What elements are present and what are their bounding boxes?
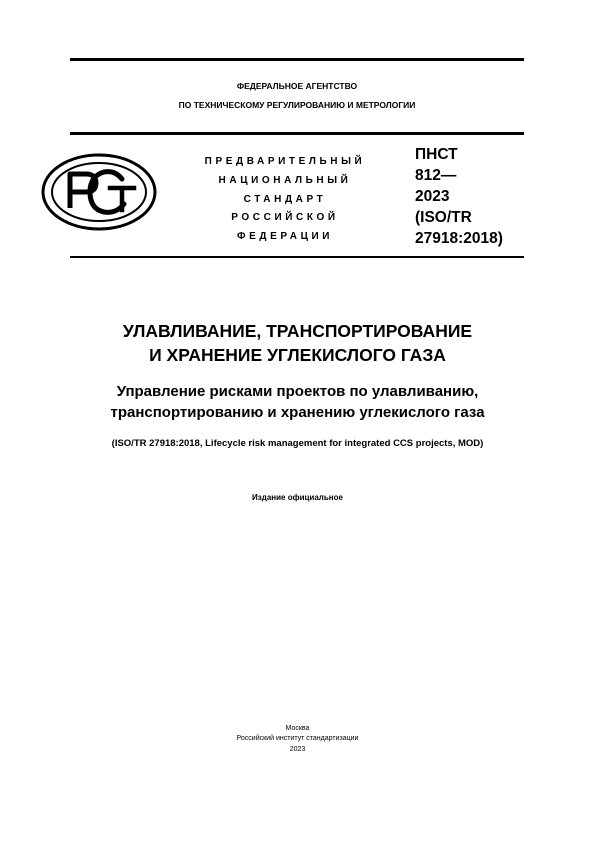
imprint-city: Москва <box>285 725 310 732</box>
designation-line-5: 27918:2018) <box>415 230 503 247</box>
subtitle-line-1: Управление рисками проектов по улавливанию, <box>116 383 479 400</box>
designation-line-4: (ISO/TR <box>415 209 472 226</box>
designation-line-1: ПНСТ <box>415 146 458 163</box>
standard-type-line-3: СТАНДАРТ <box>243 194 327 205</box>
imprint-year: 2023 <box>289 746 306 753</box>
header-divider-rule <box>70 132 524 135</box>
subtitle-line-2: транспортированию и хранению углекислого газа <box>110 404 485 421</box>
imprint-publisher: Российский институт стандартизации <box>236 735 359 742</box>
title-line-1: УЛАВЛИВАНИЕ, ТРАНСПОРТИРОВАНИЕ <box>122 321 473 341</box>
gost-r-mark-icon <box>40 152 158 232</box>
title-line-2: И ХРАНЕНИЕ УГЛЕКИСЛОГО ГАЗА <box>149 345 446 365</box>
standard-type-line-1: ПРЕДВАРИТЕЛЬНЫЙ <box>204 156 366 167</box>
agency-line-1: ФЕДЕРАЛЬНОЕ АГЕНТСТВО <box>236 81 358 91</box>
designation-line-3: 2023 <box>415 188 450 205</box>
international-reference: (ISO/TR 27918:2018, Lifecycle risk management for integrated CCS projects, MOD) <box>111 438 484 449</box>
designation-line-2: 812— <box>415 167 457 184</box>
agency-line-2: ПО ТЕХНИЧЕСКОМУ РЕГУЛИРОВАНИЮ И МЕТРОЛОГИИ <box>178 100 416 110</box>
standard-type-line-5: ФЕДЕРАЦИИ <box>236 231 334 242</box>
standard-type-line-2: НАЦИОНАЛЬНЫЙ <box>218 175 352 186</box>
edition-label: Издание официальное <box>252 493 343 502</box>
standard-type-line-4: РОССИЙСКОЙ <box>231 212 339 223</box>
designation-bottom-rule <box>70 256 524 258</box>
top-rule <box>70 58 524 61</box>
